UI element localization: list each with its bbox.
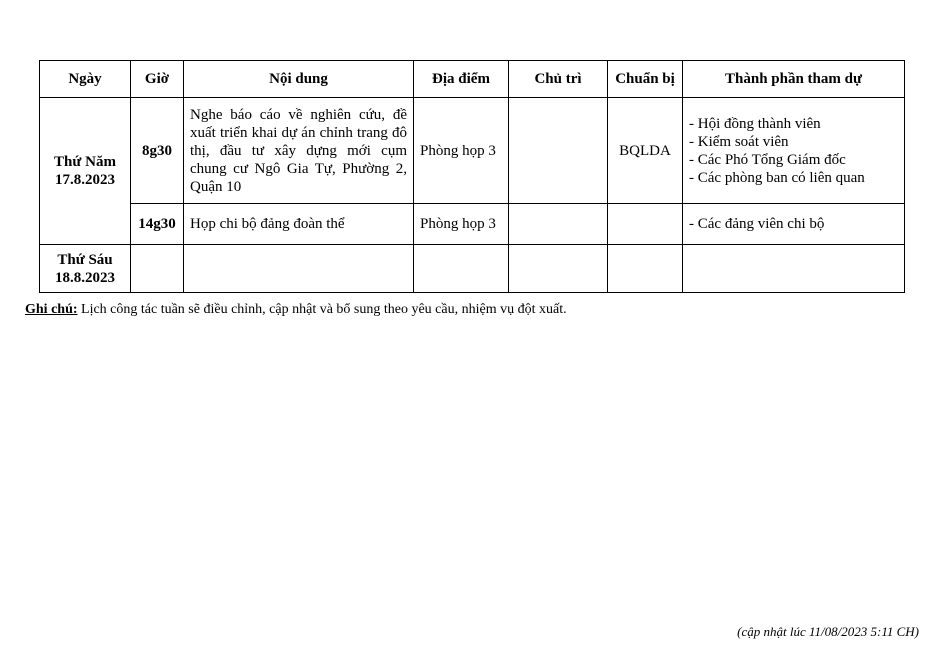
header-chair: Chủ trì xyxy=(509,61,608,98)
day-name: Thứ Sáu xyxy=(57,251,113,268)
attendee-item: - Hội đồng thành viên xyxy=(689,115,821,132)
header-day: Ngày xyxy=(40,61,131,98)
chair-cell xyxy=(509,245,608,293)
day-cell xyxy=(40,98,131,245)
prepare-cell xyxy=(608,245,683,293)
note-label: Ghi chú: xyxy=(25,302,78,317)
prepare-cell: BQLDA xyxy=(608,98,683,204)
attendees-cell xyxy=(683,245,905,293)
day-name: Thứ Năm xyxy=(54,154,116,170)
update-timestamp: (cập nhật lúc 11/08/2023 5:11 CH) xyxy=(737,624,919,639)
header-row xyxy=(40,61,905,98)
location-cell: Phòng họp 3 xyxy=(414,98,509,204)
location-cell xyxy=(414,245,509,293)
content-cell: Họp chi bộ đảng đoàn thể xyxy=(184,204,414,245)
attendee-item: - Các phòng ban có liên quan xyxy=(689,169,865,186)
schedule-table xyxy=(39,60,905,293)
header-content: Nội dung xyxy=(184,61,414,98)
prepare-cell xyxy=(608,204,683,245)
header-prepare: Chuẩn bị xyxy=(608,61,683,98)
note-text: Lịch công tác tuần sẽ điều chỉnh, cập nhật và bổ sung theo yêu cầu, nhiệm vụ đột xuất. xyxy=(77,302,567,317)
time-cell xyxy=(131,245,184,293)
table-row xyxy=(40,204,905,245)
table-row xyxy=(40,245,905,293)
day-date: 17.8.2023 xyxy=(55,172,115,188)
day-cell xyxy=(40,245,131,293)
chair-cell xyxy=(509,98,608,204)
attendees-cell xyxy=(683,204,905,245)
chair-cell xyxy=(509,204,608,245)
attendee-item: - Các đảng viên chi bộ xyxy=(689,216,825,232)
note xyxy=(25,302,567,318)
attendees-cell xyxy=(683,98,905,204)
attendee-item: - Các Phó Tổng Giám đốc xyxy=(689,151,846,168)
location-cell: Phòng họp 3 xyxy=(414,204,509,245)
header-time: Giờ xyxy=(131,61,184,98)
header-location: Địa điểm xyxy=(414,61,509,98)
content-cell: Nghe báo cáo về nghiên cứu, đề xuất triển khai dự án chỉnh trang đô thị, đầu tư xây dựng mới cụm chung cư Ngô Gia Tự, Phường 2, Quận 10 xyxy=(184,98,414,204)
day-date: 18.8.2023 xyxy=(55,269,115,286)
time-cell: 14g30 xyxy=(131,204,184,245)
header-attendees: Thành phần tham dự xyxy=(683,61,905,98)
content-cell xyxy=(184,245,414,293)
attendee-item: - Kiểm soát viên xyxy=(689,133,789,150)
time-cell: 8g30 xyxy=(131,98,184,204)
table-row xyxy=(40,98,905,204)
